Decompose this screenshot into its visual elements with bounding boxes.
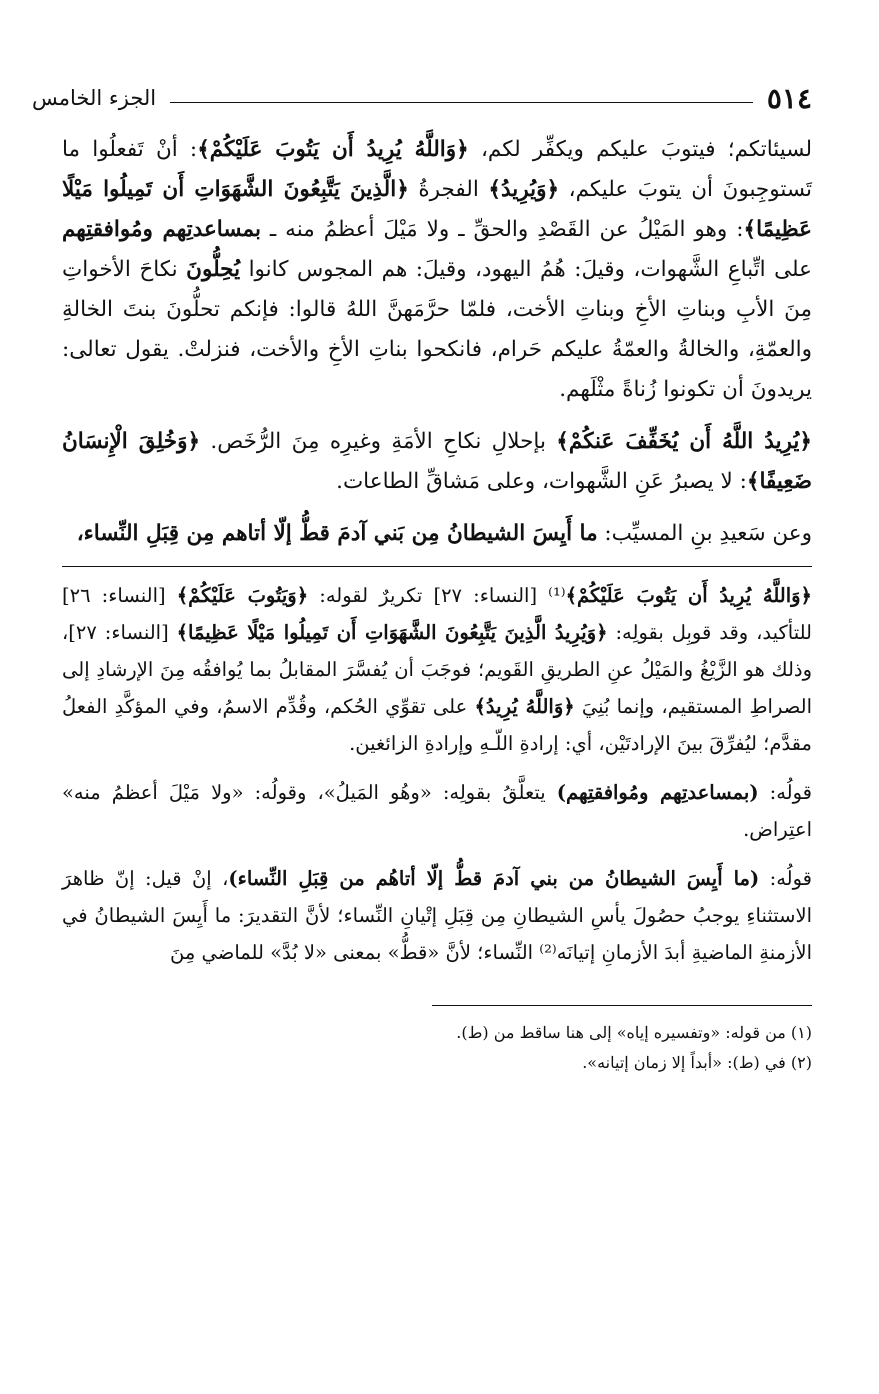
quran-quote: ﴿وَاللَّهُ يُرِيدُ أَن يَتُوبَ عَلَيْكُمْ﴾ (197, 137, 469, 162)
text-run: ، إنْ قيل: إنّ ظاهرَ الاستثناءِ يوجبُ حصُولَ يأسِ الشيطانِ مِن قِبَلِ إتْيانِ النِّساء؛ لأنَّ التقديرَ: ما أَيِسَ الشيطانُ في الأزمنةِ الماضيةِ أبدَ الأزمانِ إتيانَه⁽²⁾ النِّساء؛ لأنَّ «قطُّ» بمعنى «لا بُدَّ» للماضي مِنَ (62, 867, 812, 964)
footnotes (62, 1018, 812, 1078)
emphasized-text: ما أَيِسَ الشيطانُ مِن بَني آدمَ قطُّ إلّا أتاهم مِن قِبَلِ النِّساء، (76, 521, 598, 546)
running-head: الجزء الخامس (32, 86, 157, 110)
text-run: ⁽¹⁾ [النساء: ٢٧] تكريرٌ لقوله: (308, 584, 566, 607)
quran-quote: ﴿وَاللَّهُ يُرِيدُ أَن يَتُوبَ عَلَيْكُمْ﴾ (565, 584, 812, 607)
commentary-paragraph (62, 774, 812, 848)
commentary-paragraph (62, 577, 812, 762)
main-paragraph (62, 130, 812, 410)
text-run: [النساء: ٢٧]، وذلك هو الزَّيْغُ والمَيْلُ عنِ الطريقِ القَويم؛ فوجَبَ أن يُفسَّرَ المقابلُ بما يُوافقُه مِنَ الإرشادِ إلى الصراطِ المستقيم، وإنما بُنِيَ (62, 621, 812, 718)
footnote: (١) من قوله: «وتفسيره إياه» إلى هنا ساقط من (ط). (456, 1023, 812, 1042)
text-run: : لا يصبرُ عَنِ الشَّهوات، وعلى مَشاقِّ الطاعات. (336, 469, 747, 494)
emphasized-text: (بمساعدتِهم ومُوافقتِهم) (556, 781, 759, 804)
text-run: قولُه: (759, 867, 812, 890)
main-commentary-divider (62, 566, 812, 567)
quran-quote: ﴿وَيَتُوبَ عَلَيْكُمْ﴾ (176, 584, 309, 607)
quran-quote: ﴿وَاللَّهُ يُرِيدُ﴾ (474, 695, 575, 718)
page (32, 72, 812, 1078)
quran-quote: ﴿وَيُرِيدُ﴾ (488, 177, 560, 202)
text-run: وعن سَعيدِ بنِ المسيِّب: (597, 521, 812, 546)
text-run: يتعلَّقُ بقولِه: «وهُو المَيلُ»، وقولُه: «ولا مَيْلَ أعظمُ منه» اعتِراض. (62, 781, 812, 841)
quran-quote: ﴿الَّذِينَ يَتَّبِعُونَ الشَّهَوَاتِ أَن تَمِيلُوا مَيْلًا عَظِيمًا﴾ (62, 177, 812, 242)
emphasized-text: (ما أَيِسَ الشيطانُ من بني آدمَ قطُّ إلّا أتاهُم من قِبَلِ النِّساء) (228, 867, 760, 890)
text-run: الفجرةُ (408, 177, 489, 202)
text-run: على اتِّباعِ الشَّهوات، وقيلَ: هُمُ اليهود، وقيلَ: هم المجوس كانوا (240, 257, 812, 282)
commentary (62, 577, 812, 971)
header-rule (170, 102, 753, 103)
emphasized-text: يُحِلُّونَ (186, 257, 241, 282)
text-run: نكاحَ الأخواتِ مِنَ الأبِ وبناتِ الأخِ وبناتِ الأخت، فلمّا حرَّمَهنَّ اللهُ قالوا: فإنكم تحلُّونَ بنتَ الخالةِ والعمّةِ، والخالةُ والعمّةُ عليكم حَرام، فانكحوا بناتِ الأخِ والأخت، فنزلتْ. يقول تعالى: يريدونَ أن تكونوا زُناةً مثْلَهم. (62, 257, 812, 402)
quran-quote: ﴿وَيُرِيدُ الَّذِينَ يَتَّبِعُونَ الشَّهَوَاتِ أَن تَمِيلُوا مَيْلًا عَظِيمًا﴾ (176, 621, 608, 644)
footnote-rule (432, 1005, 812, 1006)
main-text (62, 130, 812, 554)
text-run: بإحلالِ نكاحِ الأمَةِ وغيرِه مِنَ الرُّخَص. (200, 429, 557, 454)
page-number: ٥١٤ (766, 81, 812, 115)
commentary-paragraph (62, 860, 812, 971)
quran-quote: ﴿يُرِيدُ اللَّهُ أَن يُخَفِّفَ عَنكُمْ﴾ (556, 429, 812, 454)
quran-quote: ﴿وَخُلِقَ الْإِنسَانُ ضَعِيفًا﴾ (62, 429, 812, 494)
emphasized-text: بمساعدتِهم ومُوافقتِهم (62, 217, 261, 242)
main-paragraph (62, 514, 812, 554)
main-paragraph (62, 422, 812, 502)
text-run: لسيئاتكم؛ فيتوبَ عليكم ويكفِّر لكم، (468, 137, 812, 162)
text-run: قولُه: (758, 781, 812, 804)
page-header (32, 72, 812, 124)
text-run: [النساء: ٢٦] للتأكيد، وقد قوبِل بقولِه: (62, 584, 812, 644)
text-run: : أنْ تَفعلُوا ما تَستوجِبونَ أن يتوبَ عليكم، (62, 137, 812, 202)
text-run: على تقوِّي الحُكم، وقُدِّم الاسمُ، وفي المؤكَّدِ الفعلُ مقدَّم؛ ليُفرِّقَ بينَ الإرادتَيْن، أي: إرادةِ اللّـهِ وإرادةِ الزائغين. (62, 695, 812, 755)
footnote: (٢) في (ط): «أبداً إلا زمان إتيانه». (582, 1053, 812, 1072)
text-run: : وهو المَيْلُ عن القَصْدِ والحقِّ ـ ولا مَيْلَ أعظمُ منه ـ (260, 217, 744, 242)
